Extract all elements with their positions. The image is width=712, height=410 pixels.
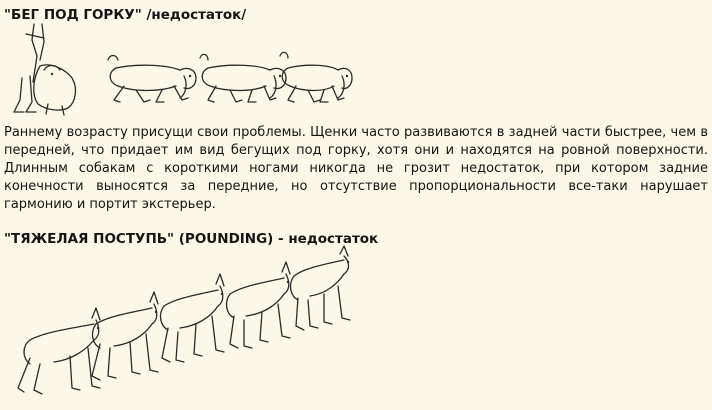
dog-figure-1: [18, 308, 100, 394]
heading-title: "ТЯЖЕЛАЯ ПОСТУПЬ" (POUNDING): [4, 231, 274, 247]
puppy-figure-1: [108, 56, 196, 103]
heading-suffix: - недостаток: [273, 231, 379, 247]
dog-figure-4: [227, 262, 290, 348]
held-puppy-figure: [34, 65, 76, 115]
heading-title: "БЕГ ПОД ГОРКУ": [4, 7, 142, 23]
puppy-gait-illustration: [4, 20, 354, 120]
section-heading-pounding: [4, 230, 378, 248]
dog-figure-5: [291, 246, 350, 330]
dog-figure-2: [92, 292, 158, 380]
heading-suffix: /недостаток/: [141, 7, 247, 23]
pounding-gait-illustration: [4, 248, 360, 408]
puppy-figure-3: [280, 52, 352, 102]
dog-figure-3: [161, 274, 224, 362]
body-paragraph: Раннему возрасту присущи свои проблемы. Щенки часто развиваются в задней части быстрее, чем в передней, что придает им вид бегущих под горку, хотя они и находятся на ровной поверхности. Длинным собакам с короткими ногами никогда не грозит недостаток, при котором задние конечности выносятся за передние, но отсутствие пропорциональности все-таки нарушает гармонию и портит экстерьер.: [4, 125, 708, 212]
puppy-figure-2: [200, 54, 286, 102]
